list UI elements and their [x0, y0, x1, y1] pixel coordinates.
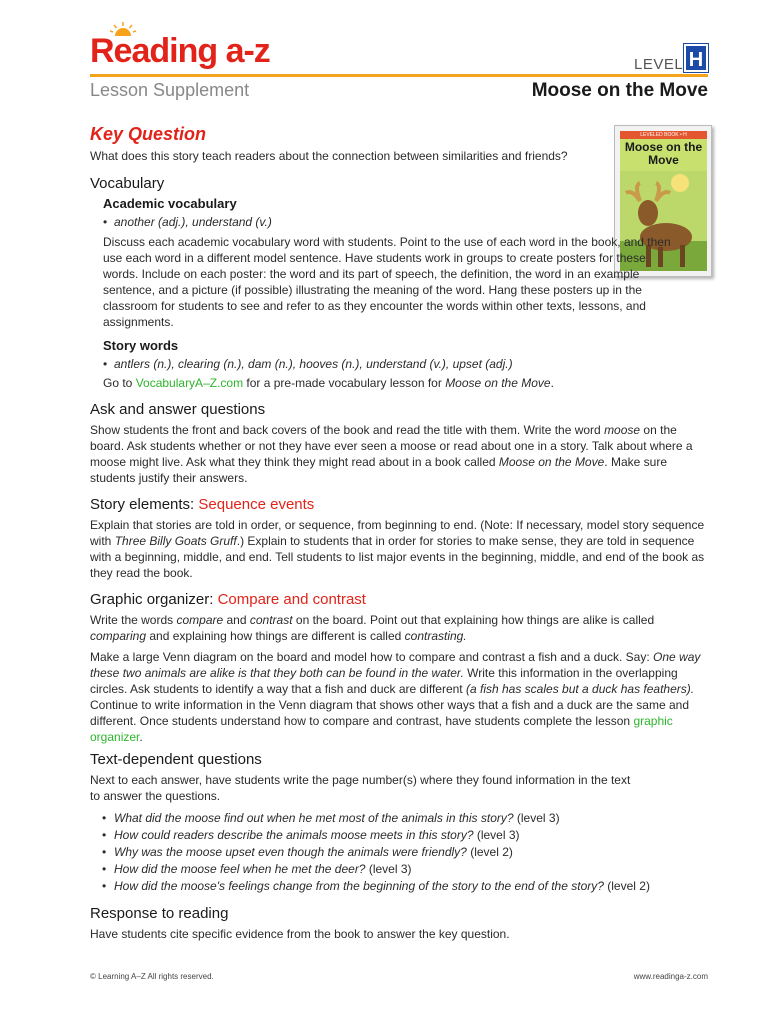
- graphic-organizer-text-2: Make a large Venn diagram on the board and model how to compare and contrast a fish and a duck. Say: One way these two animals are alike is that they both can be found in the water. Write this information in the overlapping circles. Ask students to identify a way that a fish and duck are different (a fish has scales but a duck has feathers). Continue to write information in the Venn diagram that shows other ways that a fish and a duck are the same and different. Once students understand how to compare and contrast, have students complete the lesson graphic organizer.: [90, 650, 701, 744]
- list-item: • How did the moose's feelings change from the beginning of the story to the end of the story? (level 2): [90, 878, 710, 895]
- site-url[interactable]: www.readinga-z.com: [633, 972, 708, 981]
- academic-vocabulary-text: Discuss each academic vocabulary word with students. Point to the use of each word in the book, and then use each word in a different model sentence. Have students work in groups to create posters for these words. Include on each poster: the word and its part of speech, the definition, the word in an example sentence, and a picture (if possible) illustrating the meaning of the word. Hang these posters up in the classroom for students to see and refer to as they encounter the words within other texts, lessons, and assignments.: [103, 235, 671, 329]
- ask-answer-heading: Ask and answer questions: [90, 401, 266, 418]
- vocabularyaz-link[interactable]: VocabularyA–Z.com: [135, 376, 244, 390]
- brand-name: Reading a-z: [90, 32, 270, 70]
- vocabulary-heading: Vocabulary: [90, 175, 165, 192]
- graphic-organizer-text-1: Write the words compare and contrast on the board. Point out that explaining how things are alike is called comparing and explaining how things are different is called contrasting.: [90, 613, 655, 643]
- list-item: • How did the moose feel when he met the deer? (level 3): [90, 861, 710, 878]
- cover-title: Moose on the Move: [624, 140, 703, 167]
- academic-words: • another (adj.), understand (v.): [90, 214, 710, 230]
- list-item: • Why was the moose upset even though the animals were friendly? (level 2): [90, 844, 710, 861]
- question-list: [90, 810, 710, 895]
- page-title: Moose on the Move: [531, 80, 708, 101]
- graphic-organizer-heading: Graphic organizer: Compare and contrast: [90, 591, 366, 608]
- lesson-content: [90, 120, 710, 942]
- text-dependent-heading: Text-dependent questions: [90, 751, 262, 768]
- graphic-organizer-link[interactable]: graphic organizer: [90, 714, 673, 744]
- level-badge: H: [684, 44, 708, 72]
- copyright-text: © Learning A–Z All rights reserved.: [90, 972, 214, 981]
- text-dependent-intro: Next to each answer, have students write the page number(s) where they found information in the text to answer the questions.: [90, 773, 631, 803]
- response-text: Have students cite specific evidence from the book to answer the key question.: [90, 927, 510, 941]
- list-item: • What did the moose find out when he met most of the animals in this story? (level 3): [90, 810, 710, 827]
- key-question-heading: Key Question: [90, 124, 207, 144]
- story-words-heading: Story words: [103, 338, 179, 353]
- academic-vocabulary-heading: Academic vocabulary: [103, 196, 237, 211]
- header-divider: [90, 74, 708, 77]
- list-item: • How could readers describe the animals moose meets in this story? (level 3): [90, 827, 710, 844]
- level-label: LEVEL: [634, 56, 684, 73]
- cover-band: LEVELED BOOK • H: [620, 131, 707, 139]
- story-elements-heading: Story elements: Sequence events: [90, 496, 315, 513]
- vocabulary-link-text: Go to VocabularyA–Z.com for a pre-made vocabulary lesson for Moose on the Move.: [103, 376, 554, 390]
- section-label: Lesson Supplement: [90, 80, 250, 100]
- page-header: [0, 0, 768, 110]
- story-words: • antlers (n.), clearing (n.), dam (n.), hooves (n.), understand (v.), upset (adj.): [90, 356, 710, 372]
- key-question-text: What does this story teach readers about the connection between similarities and friends?: [90, 149, 568, 163]
- story-elements-text: Explain that stories are told in order, or sequence, from beginning to end. (Note: If necessary, model story sequence with Three Billy Goats Gruff.) Explain to students that in order for stories to make sense, they are told in sequence with a beginning, middle, and end. Tell students to list major events in the beginning, middle, and end of the book as they read the book.: [90, 518, 705, 580]
- response-heading: Response to reading: [90, 905, 229, 922]
- ask-answer-text: Show students the front and back covers of the book and read the title with them. Write the word moose on the board. Ask students whether or not they have ever seen a moose or read about one in a story. Talk about where a moose might live. Ask what they think they might read about in a book called Moose on the Move. Make sure students justify their answers.: [90, 423, 693, 485]
